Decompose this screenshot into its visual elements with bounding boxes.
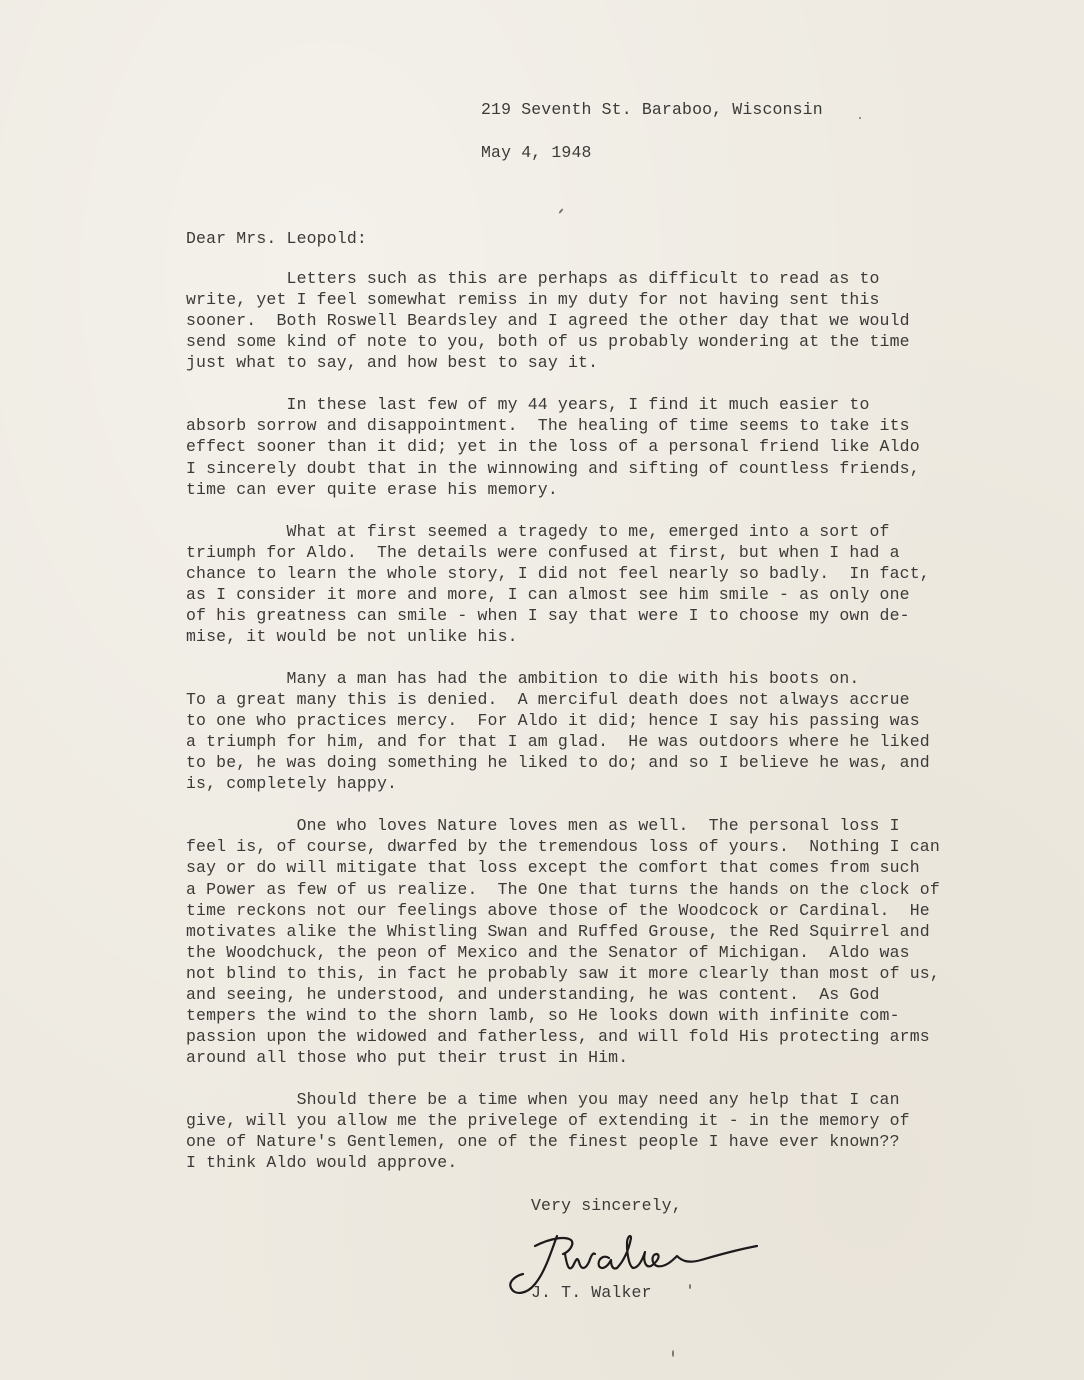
body-line: a Power as few of us realize. The One that turns the hands on the clock of	[186, 879, 940, 899]
body-line: What at first seemed a tragedy to me, emerged into a sort of	[186, 521, 890, 541]
paper-speck	[558, 208, 563, 214]
signature-name: J. T. Walker	[531, 1283, 652, 1302]
body-line: triumph for Aldo. The details were confused at first, but when I had a	[186, 542, 900, 562]
body-line: One who loves Nature loves men as well. The personal loss I	[186, 816, 900, 836]
body-line: and seeing, he understood, and understanding, he was content. As God	[186, 984, 880, 1004]
letter-date: May 4, 1948	[481, 143, 592, 162]
paper-speck	[689, 1284, 691, 1289]
body-line: To a great many this is denied. A merciful death does not always accrue	[186, 690, 910, 709]
body-line: send some kind of note to you, both of us probably wondering at the time	[186, 332, 910, 352]
closing: Very sincerely,	[531, 1196, 682, 1215]
body-line: one of Nature's Gentlemen, one of the finest people I have ever known??	[186, 1132, 900, 1152]
body-line: as I consider it more and more, I can almost see him smile - as only one	[186, 584, 910, 604]
body-line: I sincerely doubt that in the winnowing and sifting of countless friends,	[186, 458, 920, 478]
body-line: effect sooner than it did; yet in the loss of a personal friend like Aldo	[186, 437, 920, 457]
body-line: say or do will mitigate that loss except the comfort that comes from such	[186, 858, 920, 878]
body-line: passion upon the widowed and fatherless, and will fold His protecting arms	[186, 1026, 930, 1046]
body-line: time reckons not our feelings above those of the Woodcock or Cardinal. He	[186, 900, 930, 920]
body-line: time can ever quite erase his memory.	[186, 479, 558, 499]
body-line: tempers the wind to the shorn lamb, so He looks down with infinite com-	[186, 1005, 900, 1025]
body-line: In these last few of my 44 years, I find it much easier to	[186, 395, 870, 415]
paper-speck	[859, 117, 861, 119]
body-line: of his greatness can smile - when I say that were I to choose my own de-	[186, 605, 910, 625]
body-line: a triumph for him, and for that I am glad. He was outdoors where he liked	[186, 732, 930, 752]
body-line: Letters such as this are perhaps as difficult to read as to	[186, 269, 880, 288]
body-line: I think Aldo would approve.	[186, 1153, 458, 1173]
body-line: sooner. Both Roswell Beardsley and I agreed the other day that we would	[186, 311, 910, 331]
paper-speck	[672, 1350, 674, 1357]
body-line: chance to learn the whole story, I did not feel nearly so badly. In fact,	[186, 563, 930, 583]
body-line: give, will you allow me the privelege of extending it - in the memory of	[186, 1111, 910, 1130]
body-line: is, completely happy.	[186, 774, 398, 794]
body-line: absorb sorrow and disappointment. The healing of time seems to take its	[186, 416, 910, 436]
body-line: Many a man has had the ambition to die with his boots on.	[186, 669, 860, 688]
sender-address: 219 Seventh St. Baraboo, Wisconsin	[481, 100, 823, 119]
body-line: the Woodchuck, the peon of Mexico and the Senator of Michigan. Aldo was	[186, 942, 910, 962]
body-line: to be, he was doing something he liked to do; and so I believe he was, and	[186, 753, 930, 773]
salutation: Dear Mrs. Leopold:	[186, 229, 367, 248]
body-line: just what to say, and how best to say it.	[186, 353, 599, 373]
body-line: mise, it would be not unlike his.	[186, 626, 518, 646]
body-line: write, yet I feel somewhat remiss in my duty for not having sent this	[186, 290, 880, 310]
body-line: Should there be a time when you may need any help that I can	[186, 1090, 900, 1109]
body-line: not blind to this, in fact he probably saw it more clearly than most of us,	[186, 963, 940, 983]
body-line: around all those who put their trust in Him.	[186, 1047, 629, 1067]
body-line: motivates alike the Whistling Swan and Ruffed Grouse, the Red Squirrel and	[186, 921, 930, 941]
body-line: to one who practices mercy. For Aldo it did; hence I say his passing was	[186, 711, 920, 730]
body-line: feel is, of course, dwarfed by the tremendous loss of yours. Nothing I can	[186, 837, 940, 857]
